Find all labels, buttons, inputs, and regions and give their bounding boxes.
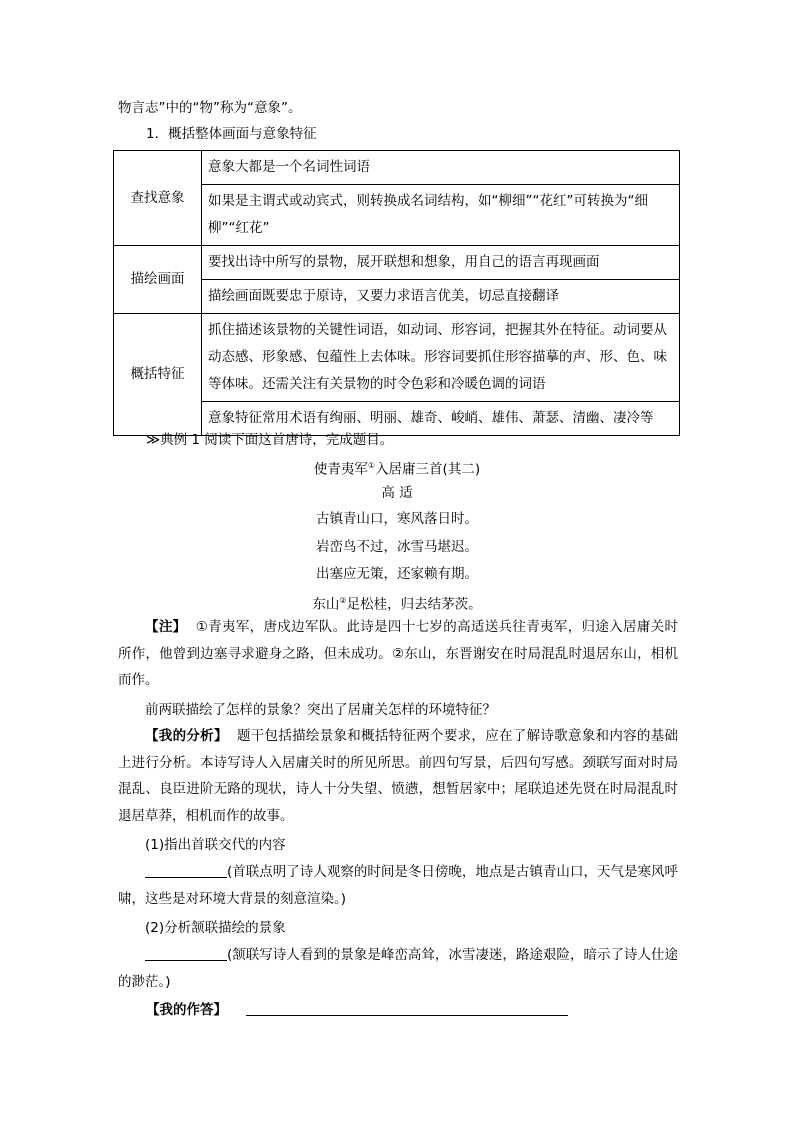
step2-paragraph <box>118 942 678 995</box>
table-row <box>114 151 680 185</box>
step1-paragraph <box>118 859 678 912</box>
step1-title: (1)指出首联交代的内容 <box>145 837 286 853</box>
table-cell: 意象大都是一个名词性词语 <box>202 151 680 185</box>
step1-blank[interactable] <box>145 863 227 878</box>
answer-label: 【我的作答】 <box>146 1002 227 1018</box>
analysis-paragraph <box>118 723 678 829</box>
question-text: 前两联描绘了怎样的景象？突出了居庸关怎样的环境特征？ <box>145 702 496 718</box>
table-cell: 描绘画面既要忠于原诗，又要力求语言优美，切忌直接翻译 <box>202 280 680 314</box>
table-cell: 如果是主谓式或动宾式，则转换成名词结构，如“柳细”“花红”可转换为“细柳”“红花” <box>202 185 680 246</box>
poem-line: 岩峦鸟不过，冰雪马堪迟。 <box>316 539 478 555</box>
feature-table <box>113 150 680 436</box>
poem-title <box>0 457 794 479</box>
section-heading: 1．概括整体画面与意象特征 <box>146 126 317 142</box>
analysis-label: 【我的分析】 <box>145 728 228 744</box>
poem-title-pre: 使青夷军 <box>313 461 368 478</box>
note-paragraph <box>118 614 678 694</box>
example-line: ≫典例 1 阅读下面这首唐诗，完成题目。 <box>146 432 394 448</box>
answer-blank[interactable] <box>246 1015 568 1016</box>
note-text: ①青夷军，唐戍边军队。此诗是四十七岁的高适送兵往青夷军，归途入居庸关时所作，他曾到边塞寻求避身之路，但未成功。②东山，东晋谢安在时局混乱时退居东山，相机而作。 <box>118 619 678 688</box>
analysis-text: 题干包括描绘景象和概括特征两个要求，应在了解诗歌意象和内容的基础上进行分析。本诗写诗人入居庸关时的所见所思。前四句写景，后四句写感。颈联写面对时局混乱、良臣进阶无路的现状，诗人十分失望、愤懑，想暂居家中；尾联追述先贤在时局混乱时退居草莽，相机而作的故事。 <box>118 728 679 824</box>
intro-tail: 物言志”中的“物”称为“意象”。 <box>118 100 302 116</box>
row-label-summarize: 概括特征 <box>114 314 202 436</box>
poem-last-line <box>0 592 794 614</box>
poem-line: 古镇青山口，寒风落日时。 <box>316 511 478 527</box>
step1-text: (首联点明了诗人观察的时间是冬日傍晚，地点是古镇青山口，天气是寒风呼啸，这些是对环境大背景的刻意渲染。) <box>118 864 678 907</box>
table-row <box>114 246 680 280</box>
table-cell: 意象特征常用术语有绚丽、明丽、雄奇、峻峭、雄伟、萧瑟、清幽、凄冷等 <box>202 402 680 436</box>
poem-last-pre: 东山 <box>312 596 340 613</box>
step2-text: (颔联写诗人看到的景象是峰峦高耸，冰雪凄迷，路途艰险，暗示了诗人仕途的渺茫。) <box>118 947 678 990</box>
poem-author: 高 适 <box>381 485 413 501</box>
poem-last-post: 足松桂，归去结茅茨。 <box>346 596 482 613</box>
row-label-depict: 描绘画面 <box>114 246 202 314</box>
poem-line: 出塞应无策，还家赖有期。 <box>316 566 478 582</box>
step2-blank[interactable] <box>145 946 227 961</box>
table-cell: 抓住描述该景物的关键性词语，如动词、形容词，把握其外在特征。动词要从动态感、形象感、包蕴性上去体味。形容词要抓住形容描摹的声、形、色、味等体味。还需关注有关景物的时令色彩和冷暖色调的词语 <box>202 314 680 402</box>
step2-title: (2)分析颔联描绘的景象 <box>145 920 286 936</box>
poem-last-footnote-mark: ② <box>339 596 347 605</box>
table-row <box>114 314 680 402</box>
note-label: 【注】 <box>145 619 187 635</box>
poem-title-post: 入居庸三首(其二) <box>375 461 481 478</box>
poem-title-footnote-mark: ① <box>367 461 376 470</box>
table-cell: 要找出诗中所写的景物，展开联想和想象，用自己的语言再现画面 <box>202 246 680 280</box>
row-label-find: 查找意象 <box>114 151 202 246</box>
